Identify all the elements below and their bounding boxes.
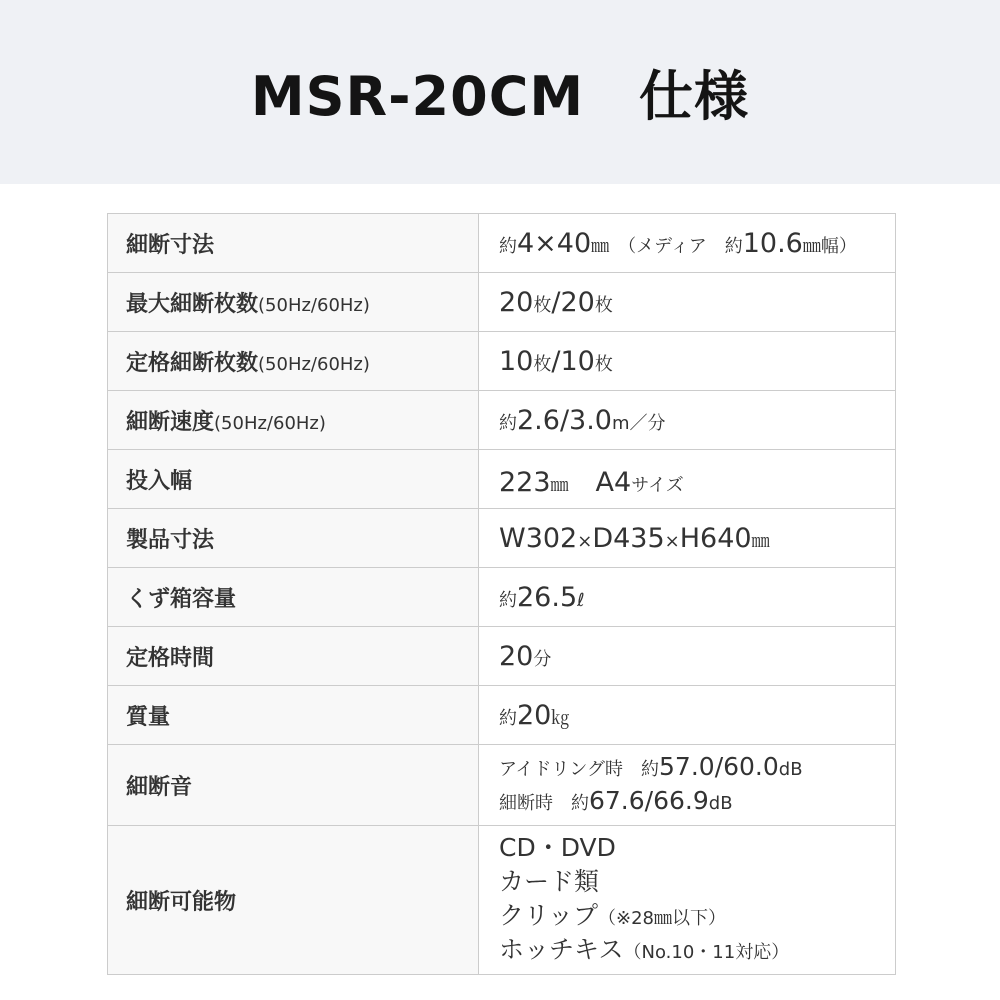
value-line: [499, 832, 885, 866]
text-segment: ×: [664, 530, 680, 552]
spec-label-cell: [108, 214, 479, 273]
text-segment: (50Hz/60Hz): [214, 412, 326, 434]
text-segment: ㎜: [751, 530, 770, 552]
text-segment: 10: [499, 345, 534, 377]
value-line: [499, 582, 885, 613]
table-row: [108, 686, 896, 745]
text-segment: W302: [499, 522, 578, 554]
text-segment: 定格時間: [126, 645, 215, 671]
spec-label-cell: [108, 745, 479, 826]
text-segment: 2.6/3.0: [517, 404, 612, 436]
value-line: [499, 346, 885, 377]
text-segment: /: [551, 286, 561, 318]
text-segment: 10: [560, 345, 595, 377]
text-segment: 20: [499, 640, 534, 672]
value-line: [499, 523, 885, 554]
text-segment: カード類: [499, 867, 600, 896]
text-segment: 製品寸法: [126, 527, 215, 553]
spec-label-cell: [108, 509, 479, 568]
spec-label-cell: [108, 391, 479, 450]
text-segment: サイズ: [631, 474, 684, 496]
spec-label-cell: [108, 450, 479, 509]
spec-label-cell: [108, 826, 479, 975]
text-segment: 約: [499, 235, 517, 257]
text-segment: 分: [533, 648, 552, 670]
text-segment: 最大細断枚数: [126, 291, 259, 317]
value-line: [499, 641, 885, 672]
header-band: [0, 0, 1000, 184]
text-segment: dB: [708, 793, 733, 814]
spec-value-cell: [479, 568, 896, 627]
spec-label-cell: [108, 273, 479, 332]
text-segment: 4×40: [517, 227, 592, 259]
text-segment: 10.6: [742, 227, 803, 259]
page-title: MSR-20CM 仕様: [250, 64, 750, 128]
text-segment: 細断音: [126, 774, 193, 800]
text-segment: ㎏: [551, 707, 570, 729]
text-segment: 約: [499, 707, 517, 729]
value-line: [499, 228, 885, 259]
text-segment: ℓ: [577, 589, 585, 611]
text-segment: ㎜: [550, 474, 569, 496]
value-line: [499, 405, 885, 436]
text-segment: /: [551, 345, 561, 377]
text-segment: 投入幅: [126, 468, 193, 494]
spec-label-cell: [108, 627, 479, 686]
spec-value-cell: [479, 686, 896, 745]
text-segment: アイドリング時 約: [499, 759, 660, 780]
text-segment: ㎜: [591, 235, 610, 257]
table-row: [108, 627, 896, 686]
value-line: [499, 751, 885, 785]
text-segment: （No.10・11対応）: [623, 942, 790, 963]
table-row: [108, 745, 896, 826]
table-row: [108, 391, 896, 450]
spec-value-cell: [479, 391, 896, 450]
spec-table-container: [107, 213, 1000, 975]
text-segment: （メディア 約: [609, 235, 743, 257]
table-row: [108, 826, 896, 975]
spec-value-cell: [479, 332, 896, 391]
table-row: [108, 568, 896, 627]
text-segment: ×: [577, 530, 593, 552]
spec-value-cell: [479, 450, 896, 509]
text-segment: ホッチキス: [499, 935, 624, 964]
spec-value-cell: [479, 273, 896, 332]
text-segment: (50Hz/60Hz): [258, 294, 370, 316]
text-segment: CD・DVD: [499, 833, 616, 862]
table-row: [108, 273, 896, 332]
value-line: [499, 700, 885, 731]
spec-value-cell: [479, 745, 896, 826]
spec-label-cell: [108, 686, 479, 745]
text-segment: 約: [499, 412, 517, 434]
text-segment: 定格細断枚数: [126, 350, 259, 376]
text-segment: 枚: [594, 353, 613, 375]
spec-value-cell: [479, 826, 896, 975]
text-segment: 26.5: [517, 581, 578, 613]
text-segment: 細断寸法: [126, 232, 215, 258]
text-segment: 質量: [126, 704, 171, 730]
table-row: [108, 450, 896, 509]
text-segment: 57.0/60.0: [659, 752, 779, 781]
value-line: [499, 287, 885, 318]
text-segment: m／分: [611, 412, 666, 434]
spec-label-cell: [108, 568, 479, 627]
text-segment: 枚: [533, 294, 552, 316]
text-segment: A4: [568, 466, 632, 498]
text-segment: 20: [499, 286, 534, 318]
text-segment: D435: [592, 522, 665, 554]
table-row: [108, 214, 896, 273]
text-segment: 細断時 約: [499, 793, 589, 814]
value-line: [499, 900, 885, 934]
text-segment: 枚: [594, 294, 613, 316]
text-segment: 細断可能物: [126, 889, 237, 915]
text-segment: 細断速度: [126, 409, 215, 435]
value-line: [499, 785, 885, 819]
text-segment: 20: [560, 286, 595, 318]
spec-table: [107, 213, 896, 975]
table-row: [108, 509, 896, 568]
text-segment: （※28㎜以下）: [598, 908, 727, 929]
text-segment: クリップ: [499, 901, 599, 930]
spec-value-cell: [479, 627, 896, 686]
text-segment: ㎜幅）: [802, 235, 857, 257]
value-line: [499, 934, 885, 968]
text-segment: 223: [499, 466, 551, 498]
spec-value-cell: [479, 214, 896, 273]
text-segment: 20: [517, 699, 552, 731]
text-segment: 約: [499, 589, 517, 611]
table-row: [108, 332, 896, 391]
spec-label-cell: [108, 332, 479, 391]
text-segment: H640: [679, 522, 752, 554]
text-segment: 67.6/66.9: [589, 786, 709, 815]
text-segment: くず箱容量: [126, 586, 237, 612]
value-line: [499, 460, 885, 499]
text-segment: (50Hz/60Hz): [258, 353, 370, 375]
text-segment: 枚: [533, 353, 552, 375]
value-line: [499, 866, 885, 900]
text-segment: dB: [778, 759, 803, 780]
spec-value-cell: [479, 509, 896, 568]
